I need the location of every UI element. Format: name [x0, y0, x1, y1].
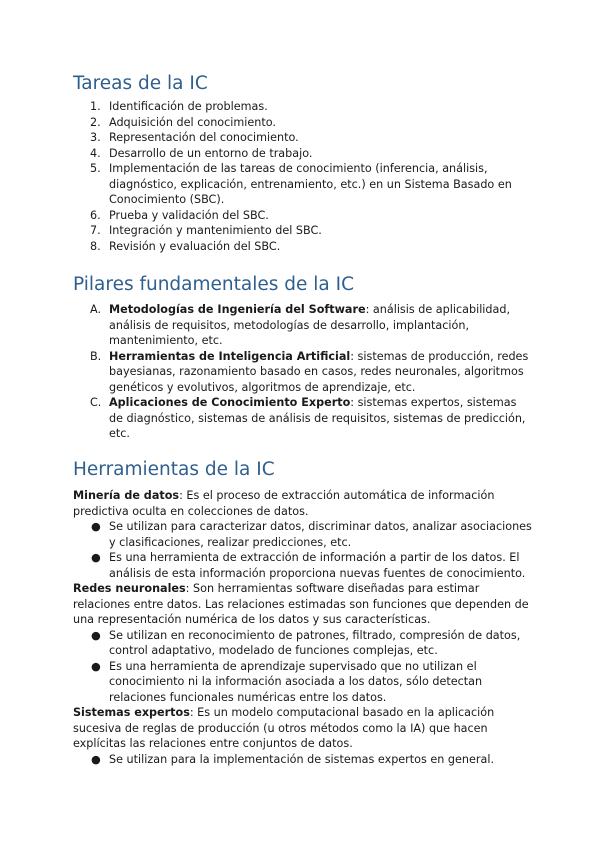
list-item: [73, 349, 533, 396]
definition: : sistemas de producción, redes bayesianas, razonamiento basado en casos, redes neuronales, algoritmos genéticos y evolutivos, algoritmos de aprendizaje, etc.: [109, 349, 529, 394]
list-item: [73, 99, 533, 115]
list-text: Desarrollo de un entorno de trabajo.: [109, 146, 313, 160]
list-number: 1.: [90, 100, 101, 113]
list-text: Revisión y evaluación del SBC.: [109, 239, 281, 253]
list-item: [73, 146, 533, 162]
term: Metodologías de Ingeniería del Software: [109, 303, 366, 316]
list-item: [73, 161, 533, 208]
bullet-icon: ●: [91, 659, 101, 673]
list-number: 8.: [90, 239, 101, 253]
list-item: [73, 752, 533, 768]
list-number: 7.: [90, 224, 101, 237]
paragraph-redes: [73, 581, 533, 628]
paragraph-sistemas: [73, 705, 533, 752]
list-number: 5.: [90, 162, 101, 175]
list-text: Se utilizan para caracterizar datos, discriminar datos, analizar asociaciones y clasificaciones, realizar predicciones, etc.: [109, 520, 532, 549]
term: Aplicaciones de Conocimiento Experto: [109, 396, 351, 409]
list-letter: C.: [90, 396, 102, 409]
term: Sistemas expertos: [73, 706, 190, 719]
list-item: [73, 395, 533, 442]
herramientas-content: [73, 488, 533, 767]
sistemas-bullets: [73, 752, 533, 768]
list-item: [73, 223, 533, 239]
list-item: [73, 628, 533, 659]
heading-pilares: Pilares fundamentales de la IC: [73, 274, 355, 295]
list-text: Adquisición del conocimiento.: [109, 115, 276, 129]
list-item: [73, 302, 533, 349]
list-number: 4.: [90, 146, 101, 160]
list-text: Implementación de las tareas de conocimiento (inferencia, análisis, diagnóstico, explicación, entrenamiento, etc.) en un Sistema Basado en Conocimiento (SBC).: [109, 162, 512, 206]
bullet-icon: ●: [91, 628, 101, 642]
list-item: [73, 115, 533, 131]
list-item: [73, 130, 533, 146]
definition: : Es el proceso de extracción automática de información predictiva oculta en colecciones de datos.: [73, 489, 495, 518]
list-text: Prueba y validación del SBC.: [109, 208, 269, 222]
list-number: 6.: [90, 208, 101, 222]
list-text: Se utilizan en reconocimiento de patrones, filtrado, compresión de datos, control adaptativo, modelado de funciones complejas, etc.: [109, 628, 521, 657]
bullet-icon: ●: [91, 551, 101, 564]
definition: : análisis de aplicabilidad, análisis de requisitos, metodologías de desarrollo, implantación, mantenimiento, etc.: [109, 303, 511, 347]
mineria-bullets: [73, 519, 533, 581]
heading-herramientas: Herramientas de la IC: [73, 459, 275, 480]
list-text: Representación del conocimiento.: [109, 131, 299, 144]
definition: : sistemas expertos, sistemas de diagnóstico, sistemas de análisis de requisitos, sistemas de predicción, etc.: [109, 396, 526, 440]
term: Redes neuronales: [73, 582, 186, 595]
list-letter: B.: [90, 349, 102, 363]
tareas-list: [73, 99, 533, 254]
bullet-icon: ●: [91, 752, 101, 766]
paragraph-mineria: [73, 488, 533, 519]
list-text: Se utilizan para la implementación de sistemas expertos en general.: [109, 752, 494, 766]
term: Herramientas de Inteligencia Artificial: [109, 349, 351, 363]
list-item: [73, 659, 533, 706]
list-item: [73, 239, 533, 255]
list-text: Es una herramienta de extracción de información a partir de los datos. El análisis de esta información proporciona nuevas fuentes de conocimiento.: [109, 551, 526, 580]
redes-bullets: [73, 628, 533, 706]
list-item: [73, 519, 533, 550]
list-item: [73, 550, 533, 581]
bullet-icon: ●: [91, 520, 101, 533]
list-item: [73, 208, 533, 224]
list-number: 3.: [90, 131, 101, 144]
list-text: Integración y mantenimiento del SBC.: [109, 224, 322, 237]
list-number: 2.: [90, 115, 101, 129]
list-text: Identificación de problemas.: [109, 100, 268, 113]
pilares-list: [73, 302, 533, 442]
term: Minería de datos: [73, 489, 180, 502]
definition: : Es un modelo computacional basado en la aplicación sucesiva de reglas de producción (u otros métodos como la IA) que hacen explícitas las relaciones entre conjuntos de datos.: [73, 706, 495, 750]
definition: : Son herramientas software diseñadas para estimar relaciones entre datos. Las relaciones estimadas son funciones que dependen de una representación numérica de los datos y sus características.: [73, 582, 529, 626]
list-letter: A.: [90, 303, 102, 316]
heading-tareas: Tareas de la IC: [73, 73, 208, 94]
list-text: Es una herramienta de aprendizaje supervisado que no utilizan el conocimiento ni la información asociada a los datos, sólo detectan relaciones funcionales numéricas entre los datos.: [109, 659, 483, 704]
